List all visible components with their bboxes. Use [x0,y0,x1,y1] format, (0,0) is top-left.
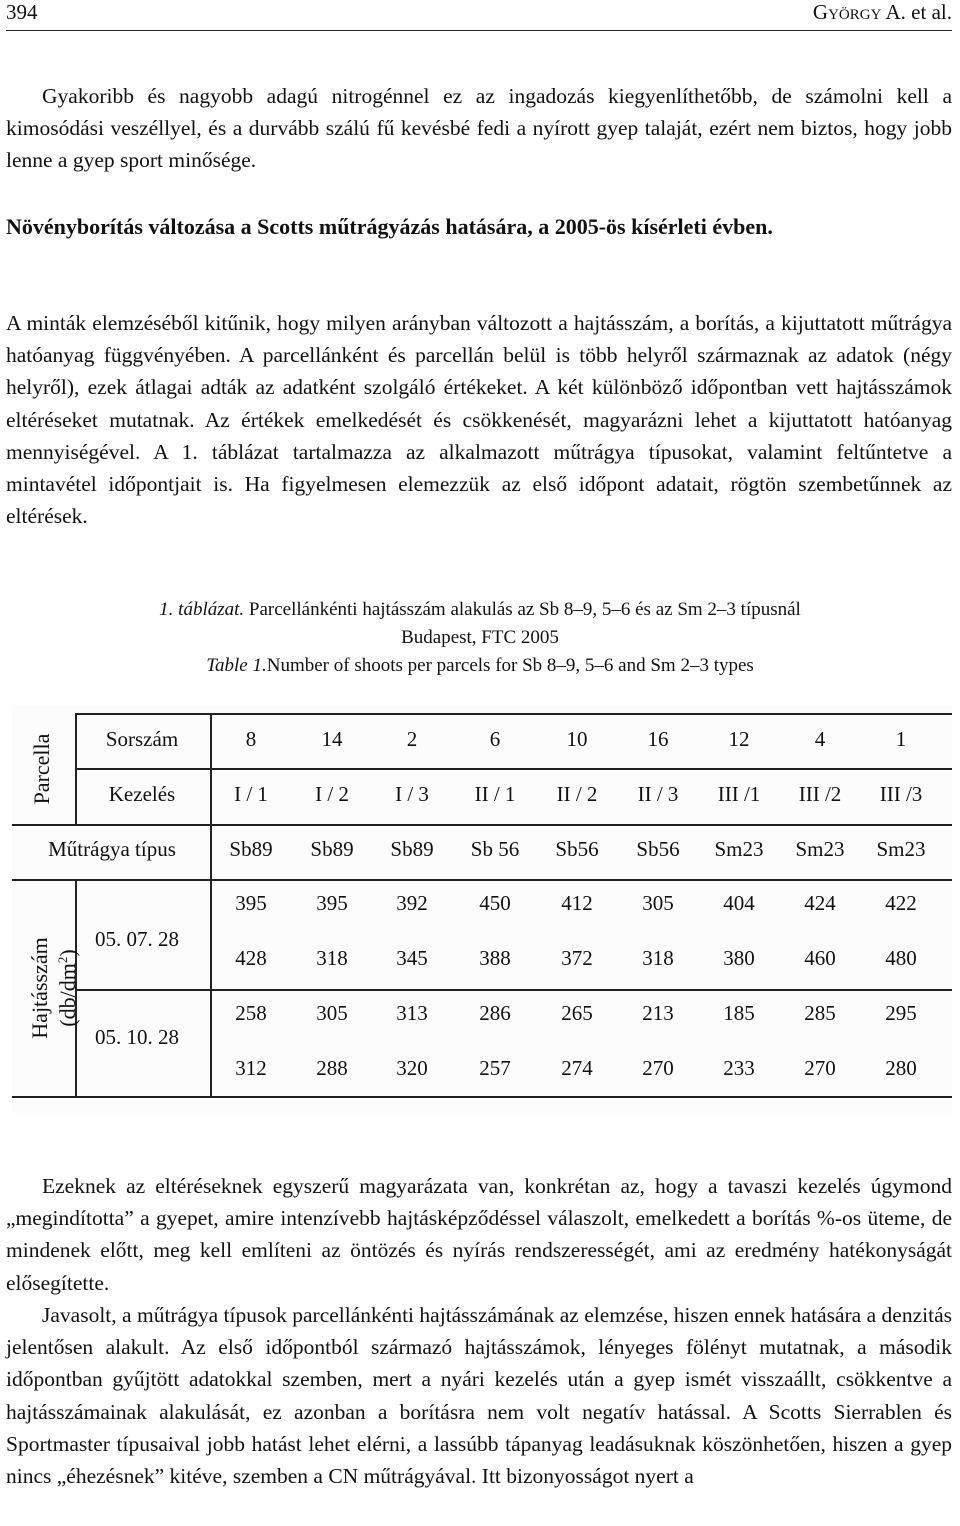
date-first: 05. 07. 28 [95,927,179,951]
shoot-count-cell: 265 [561,1001,593,1025]
table-rule [75,713,77,824]
caption-hu-line [0,596,960,624]
kezeles-cell: III /1 [717,782,761,806]
shoot-count-cell: 404 [723,891,755,915]
shoot-count-cell: 428 [235,946,267,970]
unit-label [55,949,81,1026]
unit-label-sup: 2 [54,956,70,964]
kezeles-cell: II / 2 [556,782,598,806]
running-head-etal: A. et al. [885,0,952,24]
data-table [12,705,952,1113]
paragraph-recommendation: Javasolt, a műtrágya típusok parcellánkénti hajtásszámának az elemzése, hiszen ennek hatására a denzitás jelentősen alakult. Az első időpontból származó hajtásszámok, lényeges fölényt mutatnak, a második időpontban gyűjtött adatokkal szemben, mert a nyári kezelés után a gyep ismét visszaállt, csökkentve a hajtásszámainak alakulását, ez azonban a borításra nem volt negatív hatással. A Scotts Sierrablen és Sportmaster típusaival jobb hatást lehet elérni, a lassúbb tápanyag leadásuknak köszönhetően, hiszen a gyep nincs „éhezésnek” kitéve, szemben a CN műtrágyával. Itt bizonyosságot nyert a [6,1303,952,1489]
shoot-count-cell: 318 [642,946,674,970]
caption-en-text: Number of shoots per parcels for Sb 8–9, 5–6 and Sm 2–3 types [266,655,754,676]
page-header [6,0,952,31]
shoot-count-cell: 380 [723,946,755,970]
shoot-count-cell: 395 [235,891,267,915]
kezeles-cell: III /3 [879,782,923,806]
kezeles-label: Kezelés [108,782,176,806]
kezeles-cell: I / 1 [234,782,268,806]
shoot-count-cell: 274 [561,1056,593,1080]
sorszam-cell: 8 [245,727,257,751]
sorszam-cell: 12 [728,727,750,751]
shoot-count-cell: 213 [642,1001,674,1025]
table-rule [75,989,952,991]
shoot-count-cell: 233 [723,1056,755,1080]
paragraph-intro: Gyakoribb és nagyobb adagú nitrogénnel ez az ingadozás kiegyenlíthetőbb, de számolni kell a kimosódási veszéllyel, és a durvább szálú fű kevésbé fedi a nyírott gyep talaját, ezért nem biztos, hogy jobb lenne a gyep sport minősége. [6,84,952,173]
shoot-count-cell: 270 [642,1056,674,1080]
shoot-count-cell: 312 [235,1056,267,1080]
caption-hu-label: 1. táblázat. [159,599,245,620]
shoot-count-cell: 320 [396,1056,428,1080]
mutragya-cell: Sb 56 [470,837,520,861]
mutragya-cell: Sb89 [229,837,273,861]
shoot-count-cell: 388 [479,946,511,970]
page-number: 394 [6,0,38,24]
shoot-count-cell: 422 [885,891,917,915]
mutragya-cell: Sm23 [876,837,926,861]
shoot-count-cell: 305 [642,891,674,915]
shoot-count-cell: 288 [316,1056,348,1080]
paragraph-analysis: A minták elemzéséből kitűnik, hogy milyen arányban változott a hajtásszám, a borítás, a kijuttatott műtrágya hatóanyag függvényében. A parcellánként és parcellán belül is több helyről származnak az adatok (négy helyről), ezek átlagai adták az adatként szolgáló értékeket. A két különböző időpontban vett hajtásszámok eltéréseket mutatnak. Az értékek emelkedését és csökkenését, magyarázni lehet a kijuttatott hatóanyag mennyiségével. A 1. táblázat tartalmazza az alkalmazott műtrágya típusokat, valamint feltűntetve a mintavétel időpontjait is. Ha figyelmesen elemezzük az első időpont adatait, rögtön szembetűnnek az eltérések. [6,311,952,529]
shoot-count-cell: 372 [561,946,593,970]
caption-en-line [0,652,960,680]
table-rule [12,1096,952,1098]
sorszam-cell: 2 [406,727,418,751]
running-head-author: György [812,0,882,24]
mutragya-cell: Sb89 [390,837,434,861]
sorszam-cell: 16 [647,727,669,751]
paragraph-explanation: Ezeknek az eltéréseknek egyszerű magyarázata van, konkrétan az, hogy a tavaszi kezelés úgymond „megindította” a gyepet, amire intenzívebb hajtásképződéssel válaszolt, emelkedett a borítás %-os üteme, de mindenek előtt, meg kell említeni az öntözés és nyírás rendszerességét, ami az eredmény hatékonyságát elősegítette. [6,1174,952,1295]
table-rule [75,768,952,770]
kezeles-cell: III /2 [798,782,842,806]
table-caption [0,596,960,680]
kezeles-cell: II / 3 [637,782,679,806]
caption-en-label: Table 1. [206,655,267,676]
kezeles-cell: II / 1 [474,782,516,806]
parcella-label: Parcella [29,733,54,805]
kezeles-cell: I / 2 [315,782,349,806]
shoot-count-cell: 460 [804,946,836,970]
shoot-count-cell: 395 [316,891,348,915]
shoot-count-cell: 305 [316,1001,348,1025]
shoot-count-cell: 285 [804,1001,836,1025]
unit-label-a: (db/dm [55,963,81,1027]
kezeles-cell: I / 3 [395,782,429,806]
mutragya-cell: Sb89 [310,837,354,861]
shoot-count-cell: 257 [479,1056,511,1080]
shoot-count-cell: 270 [804,1056,836,1080]
table-rule [75,713,952,715]
mutragya-cell: Sm23 [795,837,845,861]
date-second: 05. 10. 28 [95,1025,179,1049]
shoot-count-cell: 480 [885,946,917,970]
shoot-count-cell: 345 [396,946,428,970]
unit-label-b: ) [55,949,81,957]
mutragya-label: Műtrágya típus [48,837,176,861]
shoot-count-cell: 412 [561,891,593,915]
shoot-count-cell: 392 [396,891,428,915]
shoot-count-cell: 318 [316,946,348,970]
caption-hu-text: Parcellánkénti hajtásszám alakulás az Sb 8–9, 5–6 és az Sm 2–3 típusnál [248,599,801,620]
mutragya-cell: Sb56 [555,837,599,861]
sorszam-cell: 1 [895,727,907,751]
shoot-count-cell: 286 [479,1001,511,1025]
shoot-count-cell: 280 [885,1056,917,1080]
caption-location: Budapest, FTC 2005 [401,627,559,648]
mutragya-cell: Sb56 [636,837,680,861]
shoot-count-cell: 450 [479,891,511,915]
mutragya-cell: Sm23 [714,837,764,861]
sorszam-cell: 14 [321,727,343,751]
shoot-count-cell: 424 [804,891,836,915]
sorszam-cell: 4 [814,727,826,751]
table-rule [12,879,952,881]
table-rule [12,824,952,826]
hajtasszam-label: Hajtásszám [27,937,52,1039]
sorszam-cell: 10 [566,727,588,751]
shoot-count-cell: 185 [723,1001,755,1025]
sorszam-label: Sorszám [105,727,179,751]
section-heading: Növényborítás változása a Scotts műtrágyázás hatására, a 2005-ös kísérleti évben. [6,214,773,239]
table-rule [210,713,212,1096]
shoot-count-cell: 313 [396,1001,428,1025]
shoot-count-cell: 295 [885,1001,917,1025]
shoot-count-cell: 258 [235,1001,267,1025]
sorszam-cell: 6 [489,727,501,751]
running-head [813,0,952,25]
